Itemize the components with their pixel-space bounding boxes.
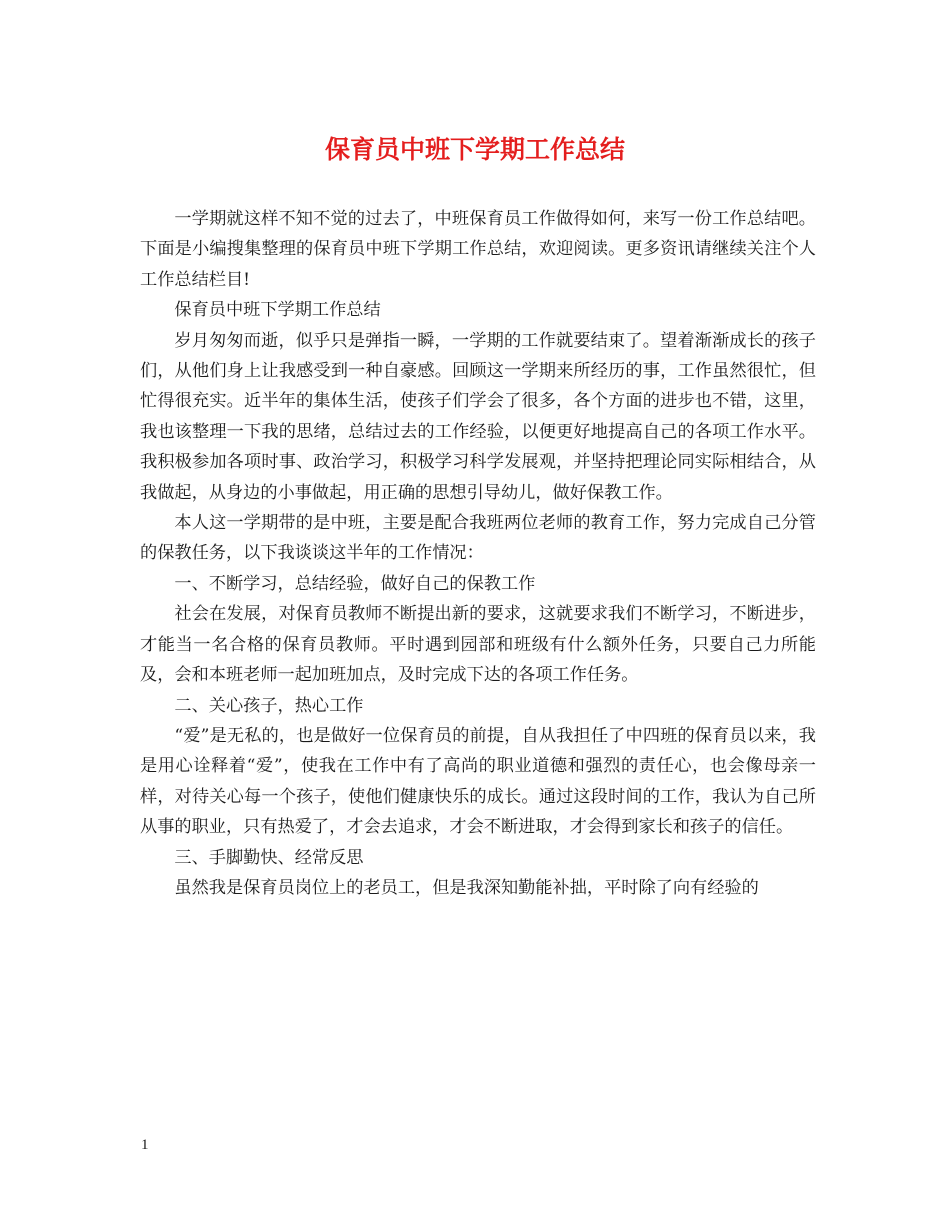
paragraph-care: “爱”是无私的，也是做好一位保育员的前提，自从我担任了中四班的保育员以来，我是用心诠释着“爱”，使我在工作中有了高尚的职业道德和强烈的责任心，也会像母亲一样，对待关心每一个孩子，使他们健康快乐的成长。通过这段时间的工作，我认为自己所从事的职业，只有热爱了，才会去追求，才会不断进取，才会得到家长和孩子的信任。 (140, 725, 816, 838)
paragraph-subtitle: 保育员中班下学期工作总结 (174, 300, 381, 321)
page-number: 1 (141, 1137, 149, 1153)
section-heading-3: 三、手脚勤快、经常反思 (174, 847, 364, 868)
paragraph-intro: 一学期就这样不知不觉的过去了，中班保育员工作做得如何，来写一份工作总结吧。下面是小编搜集整理的保育员中班下学期工作总结，欢迎阅读。更多资讯请继续关注个人工作总结栏目! (140, 209, 816, 290)
document-title: 保育员中班下学期工作总结 (324, 135, 625, 164)
paragraph-learning: 社会在发展，对保育员教师不断提出新的要求，这就要求我们不断学习，不断进步，才能当一名合格的保育员教师。平时遇到园部和班级有什么额外任务，只要自己力所能及，会和本班老师一起加班加点，及时完成下达的各项工作任务。 (140, 604, 816, 686)
section-heading-2: 二、关心孩子，热心工作 (174, 695, 364, 716)
section-heading-1: 一、不断学习，总结经验，做好自己的保教工作 (174, 573, 536, 594)
paragraph-duties: 本人这一学期带的是中班，主要是配合我班两位老师的教育工作，努力完成自己分管的保教任务，以下我谈谈这半年的工作情况： (140, 513, 816, 564)
paragraph-diligence: 虽然我是保育员岗位上的老员工，但是我深知勤能补拙，平时除了向有经验的 (174, 877, 759, 898)
document-body (140, 204, 816, 903)
paragraph-reflection: 岁月匆匆而逝，似乎只是弹指一瞬，一学期的工作就要结束了。望着渐渐成长的孩子们，从他们身上让我感受到一种自豪感。回顾这一学期来所经历的事，工作虽然很忙，但忙得很充实。近半年的集体生活，使孩子们学会了很多，各个方面的进步也不错，这里，我也该整理一下我的思绪，总结过去的工作经验，以便更好地提高自己的各项工作水平。我积极参加各项时事、政治学习，积极学习科学发展观，并坚持把理论同实际相结合，从我做起，从身边的小事做起，用正确的思想引导幼儿，做好保教工作。 (140, 330, 816, 503)
